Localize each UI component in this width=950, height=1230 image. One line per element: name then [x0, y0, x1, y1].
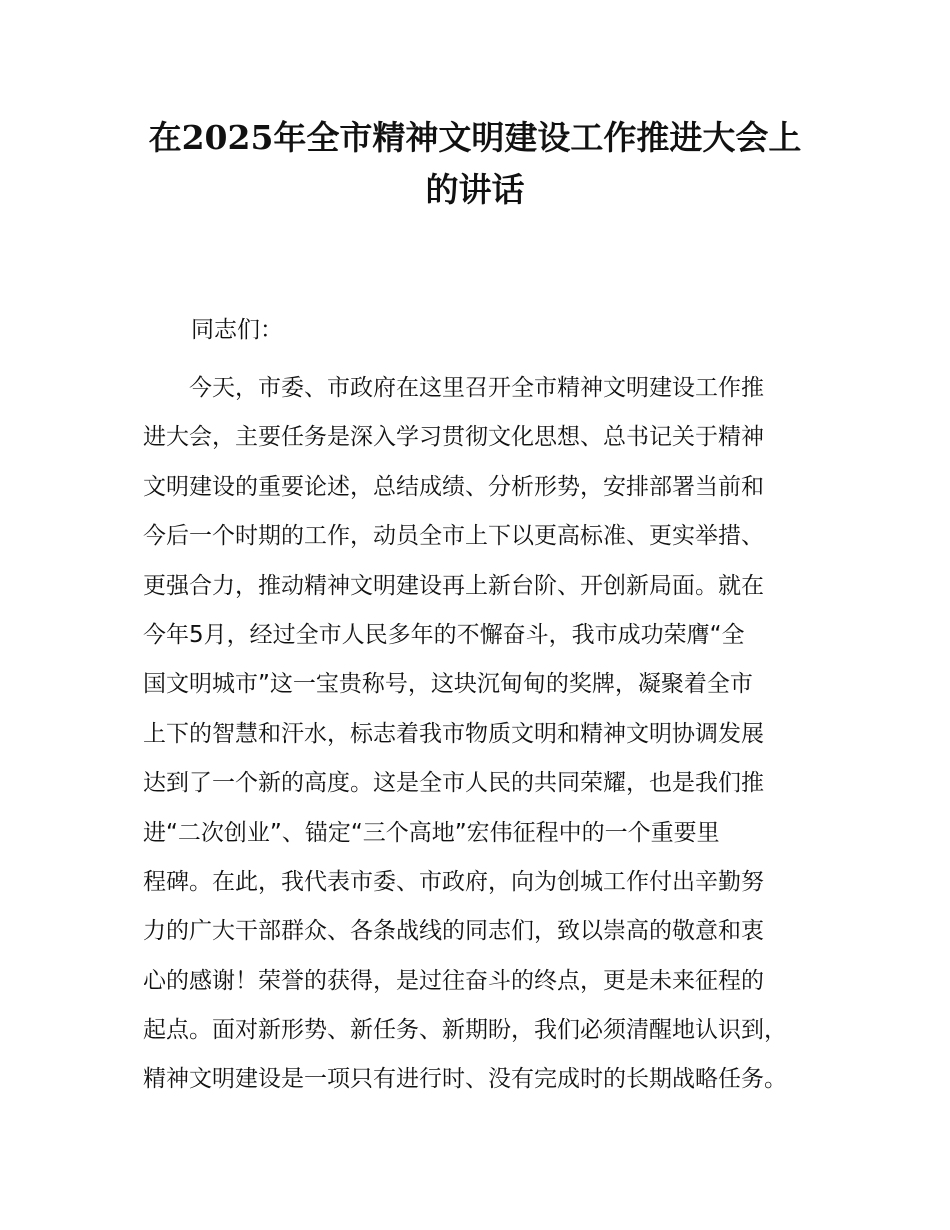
paragraph-line: 精神文明建设是一项只有进行时、没有完成时的长期战略任务。: [143, 1066, 787, 1093]
paragraph-line: 力的广大干部群众、各条战线的同志们，致以崇高的敬意和衷: [143, 918, 764, 945]
paragraph-line: 程碑。在此，我代表市委、市政府，向为创城工作付出辛勤努: [143, 868, 764, 895]
greeting: [143, 306, 833, 355]
paragraph-line: 今天，市委、市政府在这里召开全市精神文明建设工作推: [143, 375, 764, 401]
paragraph-line: 文明建设的重要论述，总结成绩、分析形势，安排部署当前和: [143, 473, 764, 500]
paragraph-line: 更强合力，推动精神文明建设再上新台阶、开创新局面。就在: [143, 572, 764, 599]
document-title: [0, 112, 950, 216]
paragraph-line: 心的感谢！荣誉的获得，是过往奋斗的终点，更是未来征程的: [143, 967, 764, 994]
paragraph-line: 进“二次创业”、锚定“三个高地”宏伟征程中的一个重要里: [143, 819, 720, 846]
body-paragraph: [143, 364, 833, 1105]
greeting-text: 同志们：: [191, 317, 283, 343]
paragraph-line: 上下的智慧和汗水，标志着我市物质文明和精神文明协调发展: [143, 720, 764, 747]
paragraph-line: 起点。面对新形势、新任务、新期盼，我们必须清醒地认识到，: [143, 1017, 787, 1044]
paragraph-line: 进大会，主要任务是深入学习贯彻文化思想、总书记关于精神: [143, 424, 764, 451]
paragraph-line: 达到了一个新的高度。这是全市人民的共同荣耀，也是我们推: [143, 770, 764, 797]
paragraph-line: 今后一个时期的工作，动员全市上下以更高标准、更实举措、: [143, 523, 764, 550]
paragraph-line: 今年5月，经过全市人民多年的不懈奋斗，我市成功荣膺“全: [143, 621, 745, 648]
title-line: 的讲话: [425, 170, 525, 209]
title-line: 在2025年全市精神文明建设工作推进大会上: [148, 118, 802, 157]
paragraph-line: 国文明城市”这一宝贵称号，这块沉甸甸的奖牌，凝聚着全市: [143, 671, 753, 698]
